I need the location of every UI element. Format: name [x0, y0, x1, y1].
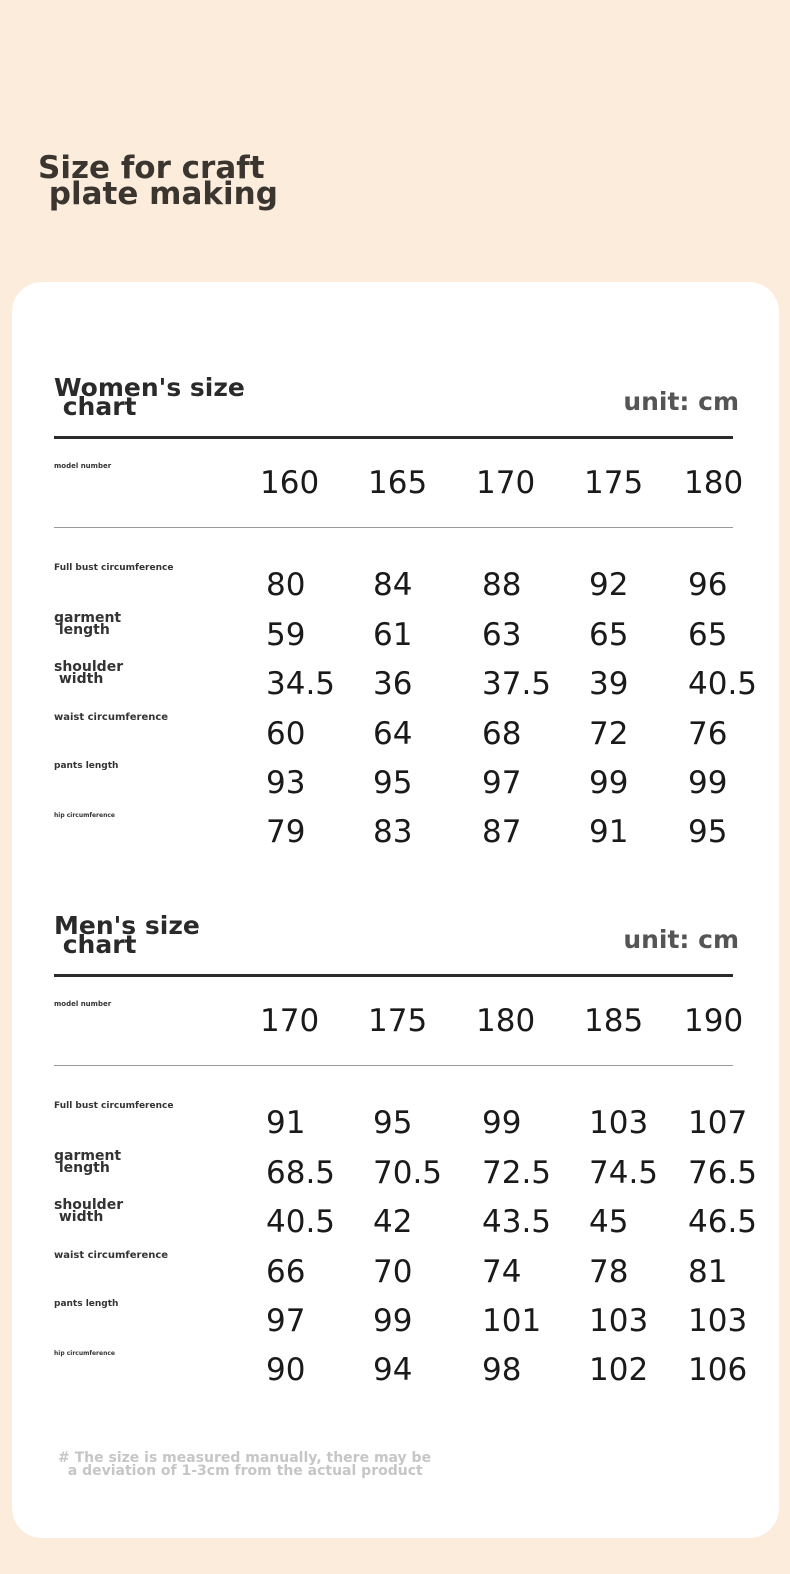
model-number-label: model number — [54, 462, 112, 470]
measurement-value: 60 — [266, 716, 306, 752]
size-header-cell: 165 — [368, 465, 428, 501]
measurement-value: 39 — [589, 666, 629, 702]
table-row — [12, 805, 779, 854]
measurement-value: 76 — [688, 716, 728, 752]
measurement-footnote: # The size is measured manually, there may be a deviation of 1-3cm from the actual product — [58, 1450, 432, 1479]
measurement-label: shoulder width — [54, 1197, 124, 1225]
measurement-value: 68.5 — [266, 1155, 336, 1191]
table-row — [12, 1343, 779, 1392]
measurement-value: 97 — [482, 765, 522, 801]
size-header-cell: 180 — [476, 1003, 536, 1039]
measurement-value: 99 — [688, 765, 728, 801]
table-row — [12, 756, 779, 805]
measurement-label: Full bust circumference — [54, 1101, 174, 1111]
women-header-divider — [54, 436, 733, 439]
measurement-value: 88 — [482, 567, 522, 603]
measurement-value: 79 — [266, 814, 306, 850]
measurement-value: 99 — [589, 765, 629, 801]
measurement-value: 72 — [589, 716, 629, 752]
measurement-value: 103 — [688, 1303, 748, 1339]
measurement-value: 61 — [373, 617, 413, 653]
measurement-label: pants length — [54, 1299, 119, 1309]
men-row-divider — [54, 1065, 733, 1066]
men-model-number-row — [12, 994, 779, 1043]
measurement-value: 98 — [482, 1352, 522, 1388]
measurement-value: 43.5 — [482, 1204, 552, 1240]
size-chart-card — [12, 282, 779, 1538]
measurement-value: 76.5 — [688, 1155, 758, 1191]
size-header-cell: 185 — [584, 1003, 644, 1039]
measurement-value: 68 — [482, 716, 522, 752]
measurement-label: hip circumference — [54, 1350, 115, 1357]
men-unit-label: unit: cm — [623, 925, 739, 954]
measurement-label: garment length — [54, 1148, 122, 1176]
measurement-value: 103 — [589, 1105, 649, 1141]
measurement-value: 91 — [266, 1105, 306, 1141]
measurement-label: shoulder width — [54, 659, 124, 687]
table-row — [12, 1096, 779, 1145]
size-header-cell: 175 — [584, 465, 644, 501]
measurement-value: 87 — [482, 814, 522, 850]
measurement-label: Full bust circumference — [54, 563, 174, 573]
measurement-value: 95 — [688, 814, 728, 850]
measurement-value: 65 — [688, 617, 728, 653]
women-unit-label: unit: cm — [623, 387, 739, 416]
measurement-value: 74 — [482, 1254, 522, 1290]
measurement-value: 42 — [373, 1204, 413, 1240]
measurement-value: 64 — [373, 716, 413, 752]
measurement-value: 40.5 — [688, 666, 758, 702]
measurement-value: 46.5 — [688, 1204, 758, 1240]
women-model-number-row — [12, 456, 779, 505]
size-header-cell: 170 — [476, 465, 536, 501]
men-section-title: Men's size chart — [54, 911, 200, 959]
measurement-value: 63 — [482, 617, 522, 653]
size-header-cell: 190 — [684, 1003, 744, 1039]
table-row — [12, 1245, 779, 1294]
table-row — [12, 1146, 779, 1195]
measurement-value: 102 — [589, 1352, 649, 1388]
measurement-value: 101 — [482, 1303, 542, 1339]
measurement-value: 103 — [589, 1303, 649, 1339]
measurement-value: 70 — [373, 1254, 413, 1290]
table-row — [12, 558, 779, 607]
page-title: Size for craft plate making — [38, 150, 278, 212]
measurement-value: 59 — [266, 617, 306, 653]
table-row — [12, 707, 779, 756]
measurement-value: 99 — [373, 1303, 413, 1339]
size-header-cell: 160 — [260, 465, 320, 501]
measurement-value: 99 — [482, 1105, 522, 1141]
measurement-value: 66 — [266, 1254, 306, 1290]
measurement-value: 70.5 — [373, 1155, 443, 1191]
measurement-value: 96 — [688, 567, 728, 603]
measurement-value: 45 — [589, 1204, 629, 1240]
measurement-value: 95 — [373, 1105, 413, 1141]
measurement-value: 72.5 — [482, 1155, 552, 1191]
measurement-value: 93 — [266, 765, 306, 801]
table-row — [12, 657, 779, 706]
measurement-value: 95 — [373, 765, 413, 801]
measurement-value: 94 — [373, 1352, 413, 1388]
size-header-cell: 180 — [684, 465, 744, 501]
women-row-divider — [54, 527, 733, 528]
measurement-value: 97 — [266, 1303, 306, 1339]
measurement-label: pants length — [54, 761, 119, 771]
measurement-value: 78 — [589, 1254, 629, 1290]
measurement-value: 92 — [589, 567, 629, 603]
measurement-value: 37.5 — [482, 666, 552, 702]
table-row — [12, 1195, 779, 1244]
measurement-label: hip circumference — [54, 812, 115, 819]
measurement-label: waist circumference — [54, 1250, 169, 1261]
measurement-value: 90 — [266, 1352, 306, 1388]
measurement-value: 107 — [688, 1105, 748, 1141]
measurement-label: garment length — [54, 610, 122, 638]
size-header-cell: 175 — [368, 1003, 428, 1039]
measurement-label: waist circumference — [54, 712, 169, 723]
model-number-label: model number — [54, 1000, 112, 1008]
men-header-divider — [54, 974, 733, 977]
measurement-value: 65 — [589, 617, 629, 653]
measurement-value: 84 — [373, 567, 413, 603]
measurement-value: 36 — [373, 666, 413, 702]
measurement-value: 83 — [373, 814, 413, 850]
measurement-value: 80 — [266, 567, 306, 603]
measurement-value: 40.5 — [266, 1204, 336, 1240]
size-header-cell: 170 — [260, 1003, 320, 1039]
measurement-value: 74.5 — [589, 1155, 659, 1191]
table-row — [12, 608, 779, 657]
measurement-value: 91 — [589, 814, 629, 850]
women-section-title: Women's size chart — [54, 373, 245, 421]
table-row — [12, 1294, 779, 1343]
measurement-value: 34.5 — [266, 666, 336, 702]
measurement-value: 106 — [688, 1352, 748, 1388]
measurement-value: 81 — [688, 1254, 728, 1290]
